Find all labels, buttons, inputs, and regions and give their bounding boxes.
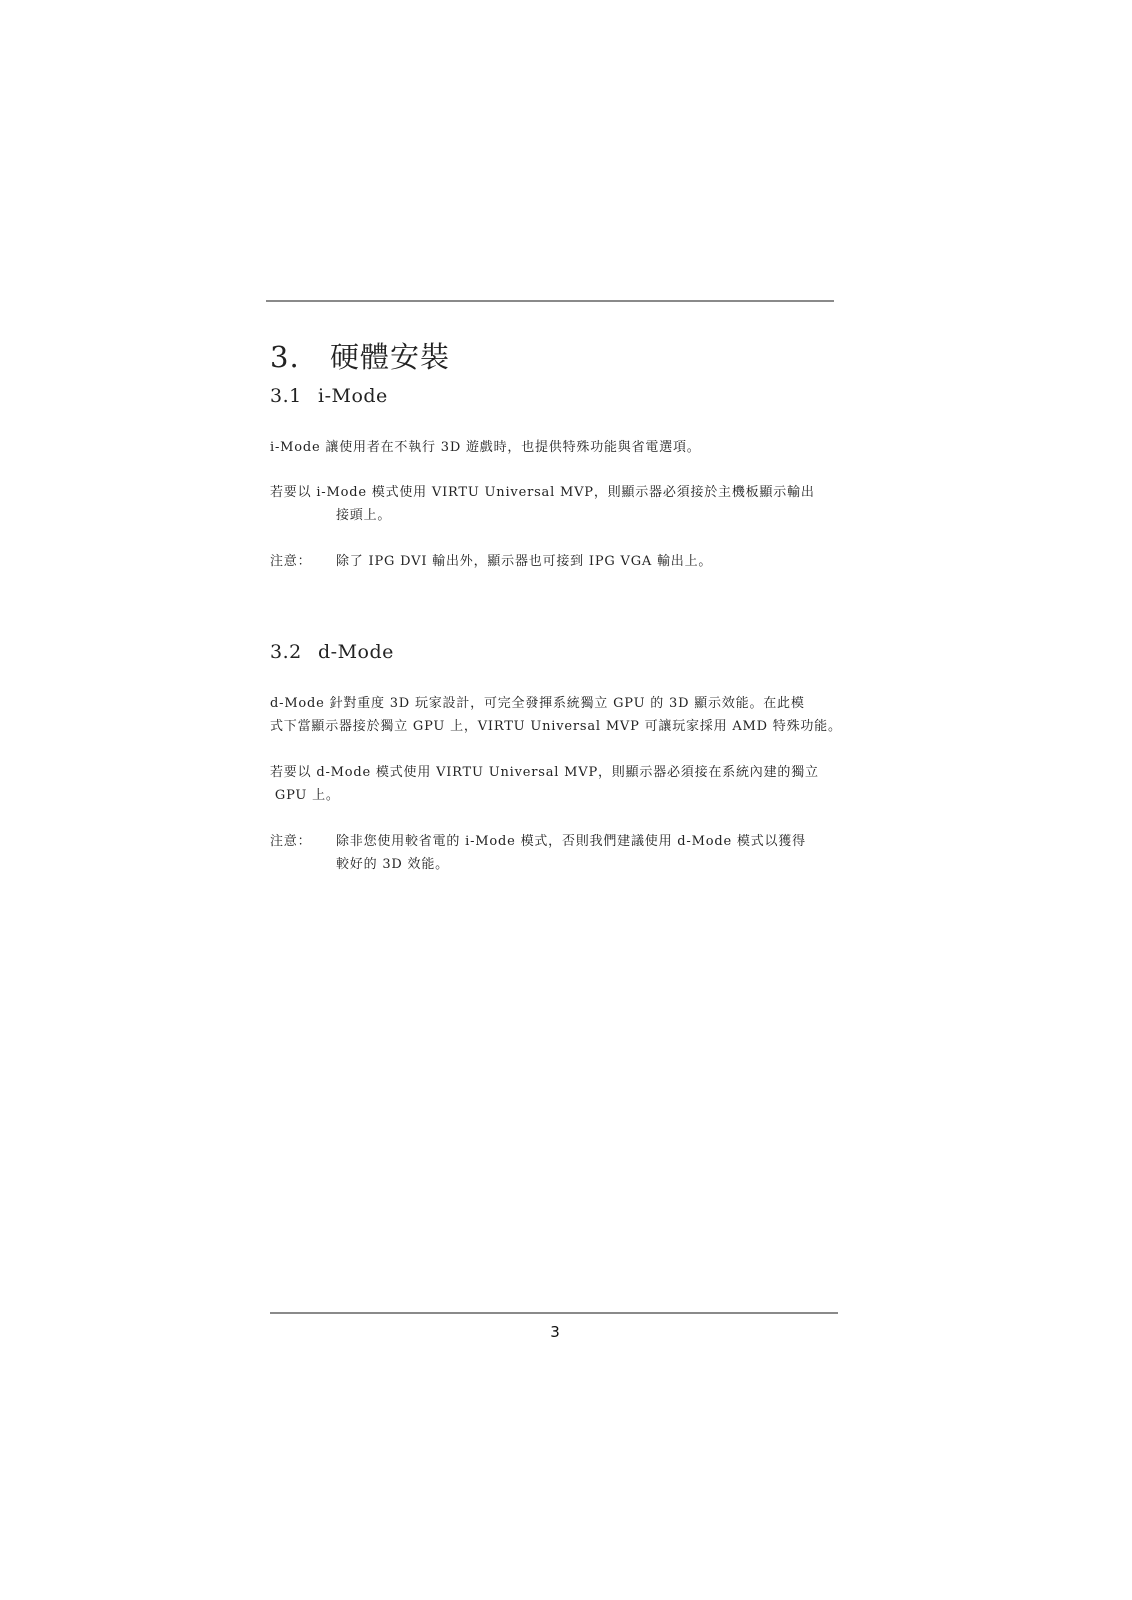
note-label: 注意： bbox=[270, 834, 312, 849]
section-title-text: i-Mode bbox=[318, 385, 388, 407]
note-text: 除非您使用較省電的 i-Mode 模式，否則我們建議使用 d-Mode 模式以獲得 bbox=[336, 834, 806, 849]
section-number: 3.2 bbox=[270, 641, 302, 663]
note-text: 較好的 3D 效能。 bbox=[336, 857, 449, 872]
page-number: 3 bbox=[550, 1323, 560, 1341]
note-label: 注意： bbox=[270, 554, 312, 569]
chapter-number: 3. bbox=[270, 340, 300, 374]
section-title-d-mode bbox=[270, 640, 394, 664]
chapter-title-text: 硬體安裝 bbox=[330, 340, 451, 374]
section-title-text: d-Mode bbox=[318, 641, 394, 663]
paragraph-line: i-Mode 讓使用者在不執行 3D 遊戲時，也提供特殊功能與省電選項。 bbox=[270, 440, 701, 455]
bottom-divider bbox=[270, 1312, 838, 1314]
paragraph-line: 若要以 i-Mode 模式使用 VIRTU Universal MVP，則顯示器必須接於主機板顯示輸出 bbox=[270, 485, 815, 500]
d-mode-intro-paragraph bbox=[270, 692, 840, 738]
section-title-i-mode bbox=[270, 384, 388, 408]
top-divider bbox=[266, 300, 834, 302]
section-number: 3.1 bbox=[270, 385, 302, 407]
i-mode-intro-paragraph bbox=[270, 436, 840, 459]
d-mode-note bbox=[270, 830, 840, 876]
d-mode-connection-paragraph bbox=[270, 761, 840, 807]
paragraph-line: 式下當顯示器接於獨立 GPU 上，VIRTU Universal MVP 可讓玩家採用 AMD 特殊功能。 bbox=[270, 719, 842, 734]
paragraph-line: d-Mode 針對重度 3D 玩家設計，可完全發揮系統獨立 GPU 的 3D 顯示效能。在此模 bbox=[270, 696, 805, 711]
i-mode-connection-paragraph bbox=[270, 481, 840, 527]
i-mode-note bbox=[270, 550, 840, 573]
paragraph-line: GPU 上。 bbox=[270, 788, 340, 803]
paragraph-line: 接頭上。 bbox=[336, 508, 392, 523]
note-text: 除了 IPG DVI 輸出外，顯示器也可接到 IPG VGA 輸出上。 bbox=[336, 554, 713, 569]
paragraph-line: 若要以 d-Mode 模式使用 VIRTU Universal MVP，則顯示器必須接在系統內建的獨立 bbox=[270, 765, 819, 780]
chapter-title bbox=[270, 340, 450, 374]
